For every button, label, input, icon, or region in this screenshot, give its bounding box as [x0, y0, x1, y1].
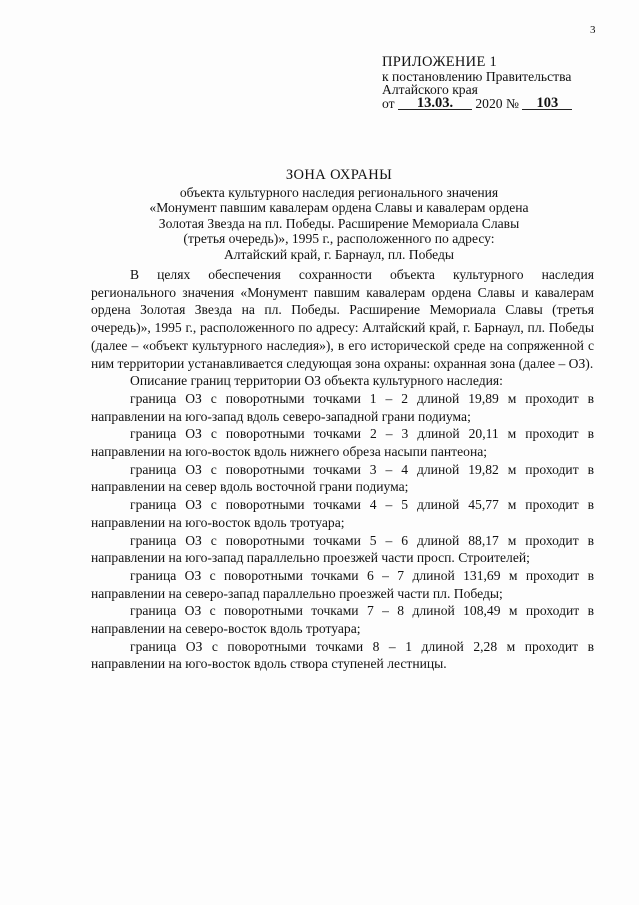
heading-line: Золотая Звезда на пл. Победы. Расширение Мемориала Славы	[158, 215, 520, 231]
boundary-segment-paragraph: граница ОЗ с поворотными точками 7 – 8 длиной 108,49 м проходит в направлении на северо-восток вдоль тротуара;	[91, 603, 594, 637]
year-number-label: 2020 №	[475, 95, 519, 111]
boundary-segment-paragraph: граница ОЗ с поворотными точками 5 – 6 длиной 88,17 м проходит в направлении на юго-запад параллельно проезжей части просп. Строителей;	[91, 532, 594, 566]
boundary-segment-paragraph: граница ОЗ с поворотными точками 8 – 1 длиной 2,28 м проходит в направлении на юго-восток вдоль створа ступеней лестницы.	[91, 638, 594, 672]
boundary-segment-paragraph: граница ОЗ с поворотными точками 3 – 4 длиной 19,82 м проходит в направлении на север вдоль восточной грани подиума;	[91, 461, 594, 495]
appendix-date-number-row	[382, 94, 572, 111]
appendix-line-2: Алтайского края	[382, 82, 478, 97]
heading-line: «Монумент павшим кавалерам ордена Славы и кавалерам ордена	[149, 200, 529, 216]
boundary-segment-paragraph: граница ОЗ с поворотными точками 2 – 3 длиной 20,11 м проходит в направлении на юго-восток вдоль нижнего обреза насыпи пантеона;	[91, 426, 594, 460]
heading-line: объекта культурного наследия регионального значения	[179, 184, 499, 200]
heading-line: Алтайский край, г. Барнаул, пл. Победы	[223, 246, 455, 262]
appendix-line-1: к постановлению Правительства	[382, 68, 572, 84]
appendix-block	[382, 56, 572, 111]
document-heading	[92, 168, 586, 263]
boundary-segment-paragraph: граница ОЗ с поворотными точками 1 – 2 длиной 19,89 м проходит в направлении на юго-запад вдоль северо-западной грани подиума;	[91, 390, 594, 424]
document-body	[91, 266, 594, 673]
intro-paragraph: В целях обеспечения сохранности объекта культурного наследия регионального значения «Монумент павшим кавалерам ордена Славы и кавалерам ордена Золотая Звезда на пл. Победы. Расширение Мемориала Славы (третья очередь)», 1995 г., расположенного по адресу: Алтайский край, г. Барнаул, пл. Победы (далее – «объект культурного наследия»), в его исторической среде на сопряженной с ним территории устанавливается следующая зона охраны: охранная зона (далее – ОЗ).	[91, 267, 594, 371]
heading-line: (третья очередь)», 1995 г., расположенного по адресу:	[183, 231, 495, 247]
number-field: 103	[522, 97, 572, 110]
boundaries-description-heading: Описание границ территории ОЗ объекта культурного наследия:	[130, 373, 503, 389]
appendix-title: ПРИЛОЖЕНИЕ 1	[382, 54, 498, 70]
boundary-segment-paragraph: граница ОЗ с поворотными точками 4 – 5 длиной 45,77 м проходит в направлении на юго-восток вдоль тротуара;	[91, 497, 594, 530]
heading-title: ЗОНА ОХРАНЫ	[285, 167, 393, 183]
date-field: 13.03.	[398, 97, 472, 110]
date-prefix: от	[382, 95, 395, 111]
page-number: 3	[590, 24, 596, 36]
boundary-segment-paragraph: граница ОЗ с поворотными точками 6 – 7 длиной 131,69 м проходит в направлении на северо-запад параллельно проезжей части пл. Победы;	[91, 567, 594, 601]
